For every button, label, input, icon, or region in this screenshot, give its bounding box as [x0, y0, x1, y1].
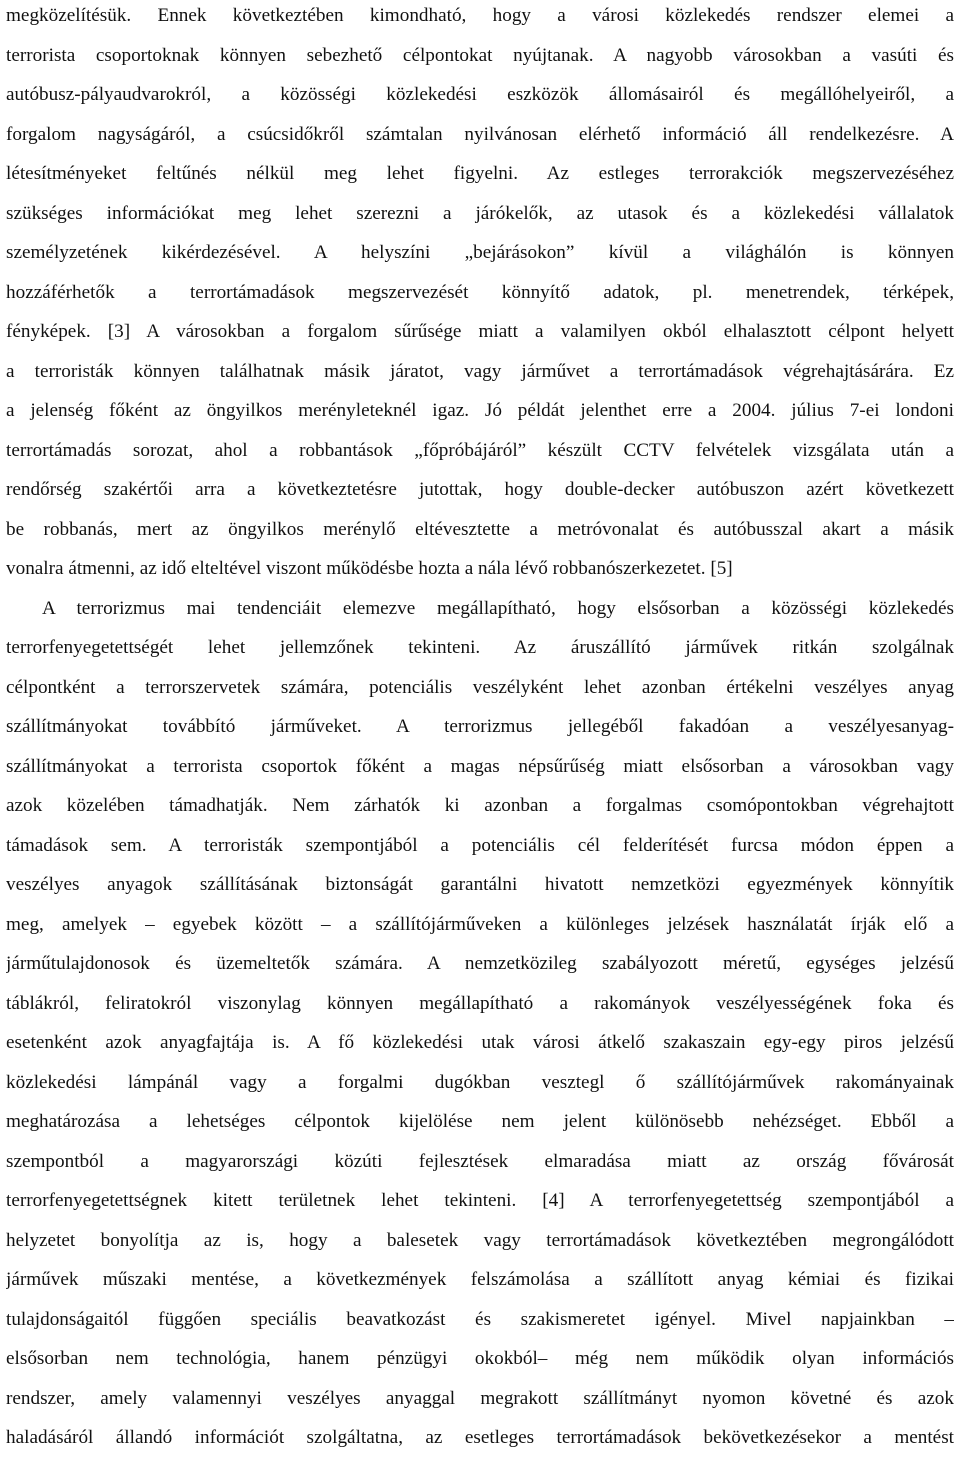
text-line: veszélyes anyagok szállításának biztonságát garantálni hivatott nemzetközi egyezmények könnyítik [6, 874, 954, 895]
text-line: a jelenség főként az öngyilkos merényleteknél igaz. Jó példát jelenthet erre a 2004. július 7-ei londoni [6, 400, 954, 421]
text-line: terrortámadás sorozat, ahol a robbantások „főpróbájáról” készült CCTV felvételek vizsgálata után a [6, 439, 954, 461]
text-line: táblákról, feliratokról viszonylag könnyen megállapítható a rakományok veszélyességének foka és [6, 992, 954, 1014]
text-line: forgalom nagyságáról, a csúcsidőkről számtalan nyilvánosan elérhető információ áll rendelkezésre. A [6, 123, 954, 145]
text-line: terrorista csoportoknak könnyen sebezhető célpontokat nyújtanak. A nagyobb városokban a vasúti és [6, 44, 954, 66]
text-line: elsősorban nem technológia, hanem pénzügyi okokból– még nem működik olyan információs [6, 1348, 954, 1369]
text-line: járművek műszaki mentése, a következmények felszámolása a szállított anyag kémiai és fizikai [6, 1269, 954, 1290]
text-line: szállítmányokat a terrorista csoportok főként a magas népsűrűség miatt elsősorban a városokban vagy [6, 755, 954, 777]
text-line: terrorfenyegetettségnek kitett területnek lehet tekinteni. [4] A terrorfenyegetettség szempontjából a [6, 1190, 954, 1211]
text-line: be robbanás, mert az öngyilkos merénylő eltévesztette a metróvonalat és autóbusszal akart a másik [6, 518, 954, 540]
text-line: meghatározása a lehetséges célpontok kijelölése nem jelent különösebb nehézséget. Ebből a [6, 1111, 954, 1132]
text-line: létesítményeket feltűnés nélkül meg lehet figyelni. Az estleges terrorakciók megszervezéséhez [6, 163, 954, 184]
text-line: rendőrség szakértői arra a következtetésre jutottak, hogy double-decker autóbuszon azért következett [6, 479, 954, 500]
text-line: személyzetének kikérdezésével. A helyszíni „bejárásokon” kívül a világhálón is könnyen [6, 242, 954, 263]
paragraph-2 [6, 589, 954, 1458]
text-line: helyzetet bonyolítja az is, hogy a balesetek vagy terrortámadások következtében megrongálódott [6, 1229, 954, 1251]
text-line: szállítmányokat továbbító járműveket. A terrorizmus jellegéből fakadóan a veszélyesanyag- [6, 716, 954, 737]
text-line: tulajdonságaitól függően speciális beavatkozást és szakismeretet igényel. Mivel napjainkban – [6, 1308, 954, 1330]
text-line: vonalra átmenni, az idő elteltével viszont működésbe hozta a nála lévő robbanószerkezetet. [5] [6, 558, 733, 579]
text-line: terrorfenyegetettségét lehet jellemzőnek tekinteni. Az áruszállító járművek ritkán szolgálnak [6, 637, 954, 658]
text-line: támadások sem. A terroristák szempontjából a potenciális cél felderítését furcsa módon éppen a [6, 834, 954, 856]
text-line: rendszer, amely valamennyi veszélyes anyaggal megrakott szállítmányt nyomon követné és azok [6, 1387, 954, 1409]
text-line: haladásáról állandó információt szolgáltatna, az esetleges terrortámadások bekövetkezésekor a mentést [6, 1427, 954, 1448]
text-line: A terrorizmus mai tendenciáit elemezve megállapítható, hogy elsősorban a közösségi közlekedés [42, 597, 954, 619]
text-line: a terroristák könnyen találhatnak másik járatot, vagy járművet a terrortámadások végrehajtásárára. Ez [6, 360, 954, 382]
text-line: szükséges információkat meg lehet szerezni a járókelők, az utasok és a közlekedési vállalatok [6, 202, 954, 224]
text-line: szempontból a magyarországi közúti fejlesztések elmaradása miatt az ország fővárosát [6, 1150, 954, 1172]
text-line: megközelítésük. Ennek következtében kimondható, hogy a városi közlekedés rendszer elemei a [6, 5, 954, 26]
paragraph-1 [6, 0, 954, 589]
text-line: azok közelében támadhatják. Nem zárhatók ki azonban a forgalmas csomópontokban végrehajtott [6, 795, 954, 816]
text-line: fényképek. [3] A városokban a forgalom sűrűsége miatt a valamilyen okból elhalasztott célpont helyett [6, 321, 954, 342]
text-line: célpontként a terrorszervetek számára, potenciális veszélyként lehet azonban értékelni veszélyes anyag [6, 676, 954, 698]
text-line: meg, amelyek – egyebek között – a szállítójárműveken a különleges jelzések használatát írják elő a [6, 913, 954, 935]
text-line: esetenként azok anyagfajtája is. A fő közlekedési utak városi átkelő szakaszain egy-egy piros jelzésű [6, 1032, 954, 1053]
text-line: járműtulajdonosok és üzemeltetők számára. A nemzetközileg szabályozott méretű, egységes jelzésű [6, 953, 954, 974]
text-line: autóbusz-pályaudvarokról, a közösségi közlekedési eszközök állomásairól és megállóhelyeiről, a [6, 84, 954, 105]
text-line: hozzáférhetők a terrortámadások megszervezését könnyítő adatok, pl. menetrendek, térképek, [6, 281, 954, 303]
document-body [6, 0, 954, 1458]
text-line: közlekedési lámpánál vagy a forgalmi dugókban vesztegl ő szállítójárművek rakományainak [6, 1071, 954, 1093]
